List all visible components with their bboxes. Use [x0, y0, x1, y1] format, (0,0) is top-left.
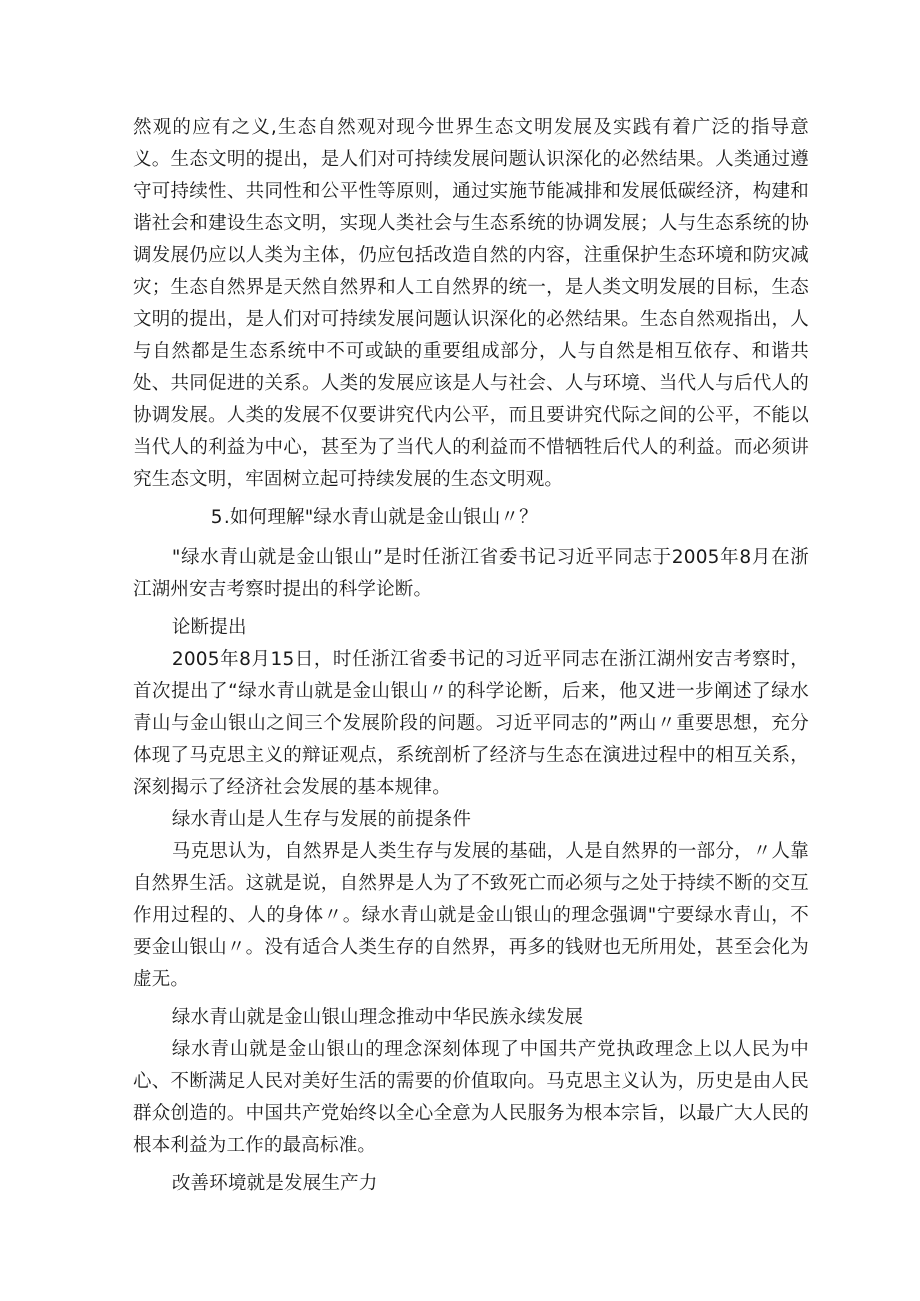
section-paragraph-2: 马克思认为，自然界是人类生存与发展的基础，人是自然界的一部分，〃人靠自然界生活。这就是说，自然界是人为了不致死亡而必须与之处于持续不断的交互作用过程的、人的身体〃。绿水青山就是金山银山的理念强调"宁要绿水青山，不要金山银山〃。没有适合人类生存的自然界，再多的钱财也无所用处，甚至会化为虚无。	[133, 841, 809, 990]
section-heading-3: 绿水青山就是金山银山理念推动中华民族永续发展	[171, 1007, 584, 1028]
section-heading-4: 改善环境就是发展生产力	[171, 1173, 378, 1194]
section-heading-2: 绿水青山是人生存与发展的前提条件	[171, 809, 472, 830]
question-heading	[133, 502, 809, 534]
section-heading-1: 论断提出	[171, 617, 247, 638]
document-body	[133, 112, 809, 1200]
section-paragraph-1: 2005年8月15日，时任浙江省委书记的习近平同志在浙江湖州安吉考察时，首次提出了“绿水青山就是金山银山〃的科学论断，后来，他又进一步阐述了绿水青山与金山银山之间三个发展阶段的问题。习近平同志的”两山〃重要思想，充分体现了马克思主义的辩证观点，系统剖析了经济与生态在演进过程中的相互关系，深刻揭示了经济社会发展的基本规律。	[133, 649, 809, 798]
intro-paragraph: 然观的应有之义,生态自然观对现今世界生态文明发展及实践有着广泛的指导意义。生态文明的提出，是人们对可持续发展问题认识深化的必然结果。人类通过遵守可持续性、共同性和公平性等原则，通过实施节能减排和发展低碳经济，构建和谐社会和建设生态文明，实现人类社会与生态系统的协调发展；人与生态系统的协调发展仍应以人类为主体，仍应包括改造自然的内容，注重保护生态环境和防灾减灾；生态自然界是天然自然界和人工自然界的统一，是人类文明发展的目标，生态文明的提出，是人们对可持续发展问题认识深化的必然结果。生态自然观指出，人与自然都是生态系统中不可或缺的重要组成部分，人与自然是相互依存、和谐共处、共同促进的关系。人类的发展应该是人与社会、人与环境、当代人与后代人的协调发展。人类的发展不仅要讲究代内公平，而且要讲究代际之间的公平，不能以当代人的利益为中心，甚至为了当代人的利益而不惜牺牲后代人的利益。而必须讲究生态文明，牢固树立起可持续发展的生态文明观。	[133, 117, 809, 490]
section-paragraph-3: 绿水青山就是金山银山的理念深刻体现了中国共产党执政理念上以人民为中心、不断满足人民对美好生活的需要的价值取向。马克思主义认为，历史是由人民群众创造的。中国共产党始终以全心全意为人民服务为根本宗旨，以最广大人民的根本利益为工作的最高标准。	[133, 1039, 809, 1156]
answer-intro-paragraph: "绿水青山就是金山银山”是时任浙江省委书记习近平同志于2005年8月在浙江湖州安吉考察时提出的科学论断。	[133, 547, 809, 600]
question-number: 5	[210, 507, 223, 528]
question-text: .如何理解"绿水青山就是金山银山〃？	[223, 507, 538, 528]
